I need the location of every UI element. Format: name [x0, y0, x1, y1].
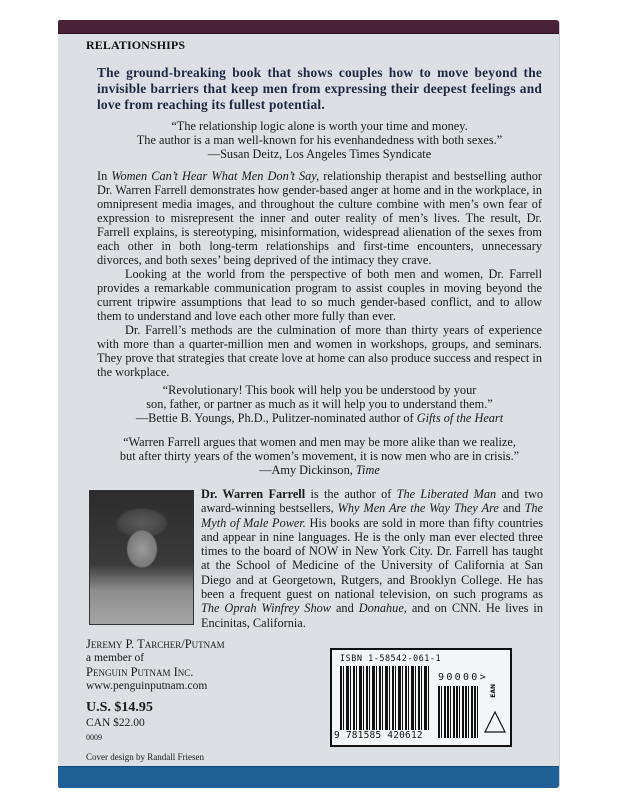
price-addon-number: 90000> — [438, 672, 488, 683]
category-label: RELATIONSHIPS — [86, 38, 186, 52]
bottom-color-band — [58, 766, 559, 788]
author-bio: Dr. Warren Farrell is the author of The Liberated Man and two award-winning bestsellers, Why Men Are the Way They Are and The Myth of Male Power. His books are sold in more than fifty countries and appear in nine languages. He is the only man ever elected three times to the board of NOW in New York City. Dr. Farrell has taught at the School of Medicine of the University of California at San Diego and at Georgetown, Rutgers, and Brooklyn College. He has been a frequent guest on national television, on such programs as The Oprah Winfrey Show and Donahue, and on CNN. He lives in Encinitas, California. — [201, 487, 544, 630]
quote-line: son, father, or partner as much as it will help you to understand them.” — [146, 397, 493, 411]
author-photo — [89, 490, 194, 625]
quote-line: The author is a man well-known for his evenhandedness with both sexes.” — [136, 133, 503, 147]
quote-attribution: —Susan Deitz, Los Angeles Times Syndicate — [207, 147, 432, 161]
headline: The ground-breaking book that shows couples how to move beyond the invisible barriers that keep men from expressing their deepest feelings and love from reaching its fullest potential. — [97, 65, 542, 112]
price-us: U.S. $14.95 — [86, 700, 153, 715]
imprint: Jeremy P. Tarcher/Putnam — [86, 637, 225, 651]
book-title: Women Can’t Hear What Men Don’t Say, — [111, 169, 320, 183]
barcode — [330, 648, 512, 747]
addon-bars — [438, 686, 480, 738]
blurb-quote-2 — [97, 383, 542, 425]
publisher-info — [86, 637, 225, 693]
description-paragraph-1: In Women Can’t Hear What Men Don’t Say, relationship therapist and bestselling author Dr. Warren Farrell demonstrates how gender-based anger at home and in the workplace, in omnipresent media images, and throughout the culture combine with men’s own fear of expression to misrepresent the inner and outer reality of men’s lives. The result, Dr. Farrell explains, is stereotyping, misinformation, widespread alienation of the sexes from each other in both long-term relationships and first-time encounters, unnecessary divorces, and both sexes’ being deprived of the intimacy they crave. — [97, 169, 542, 267]
description-paragraph-3: Dr. Farrell’s methods are the culmination of more than thirty years of experience with more than a quarter-million men and women in workshops, groups, and seminars. They prove that strategies that create love at home can also produce success and respect in the workplace. — [97, 323, 542, 379]
triangle-icon — [483, 710, 507, 734]
quote-attribution: —Amy Dickinson, Time — [259, 463, 380, 477]
price-can: CAN $22.00 — [86, 717, 145, 729]
book-back-cover — [58, 20, 559, 788]
print-code: 0009 — [86, 733, 102, 742]
description — [97, 169, 542, 379]
quote-line: “The relationship logic alone is worth your time and money. — [171, 119, 468, 133]
member-of: a member of — [86, 652, 145, 664]
isbn: ISBN 1-58542-061-1 — [340, 654, 442, 664]
blurb-quote-3 — [97, 435, 542, 477]
parent-publisher: Penguin Putnam Inc. — [86, 665, 194, 679]
quote-line: “Revolutionary! This book will help you be understood by your — [162, 383, 477, 397]
cover-credit: Cover design by Randall Friesen — [86, 752, 204, 762]
description-paragraph-2: Looking at the world from the perspective of both men and women, Dr. Farrell provides a remarkable communication program to assist couples in moving beyond the current tripwire assumptions that lead to so much gender-based conflict, and to allow them to understand and love each other more fully than ever. — [97, 267, 542, 323]
top-color-band — [58, 20, 559, 34]
ean-label: EAN — [490, 684, 497, 698]
quote-line: but after thirty years of the women’s movement, it is now men who are in crisis.” — [119, 449, 520, 463]
quote-line: “Warren Farrell argues that women and men may be more alike than we realize, — [123, 435, 516, 449]
ean-bars — [340, 666, 430, 730]
quote-attribution: —Bettie B. Youngs, Ph.D., Pulitzer-nominated author of Gifts of the Heart — [135, 411, 504, 425]
publisher-website: www.penguinputnam.com — [86, 680, 208, 692]
blurb-quote-1 — [97, 119, 542, 161]
ean-number: 9 781585 420612 — [334, 730, 423, 741]
author-name: Dr. Warren Farrell — [201, 487, 306, 501]
